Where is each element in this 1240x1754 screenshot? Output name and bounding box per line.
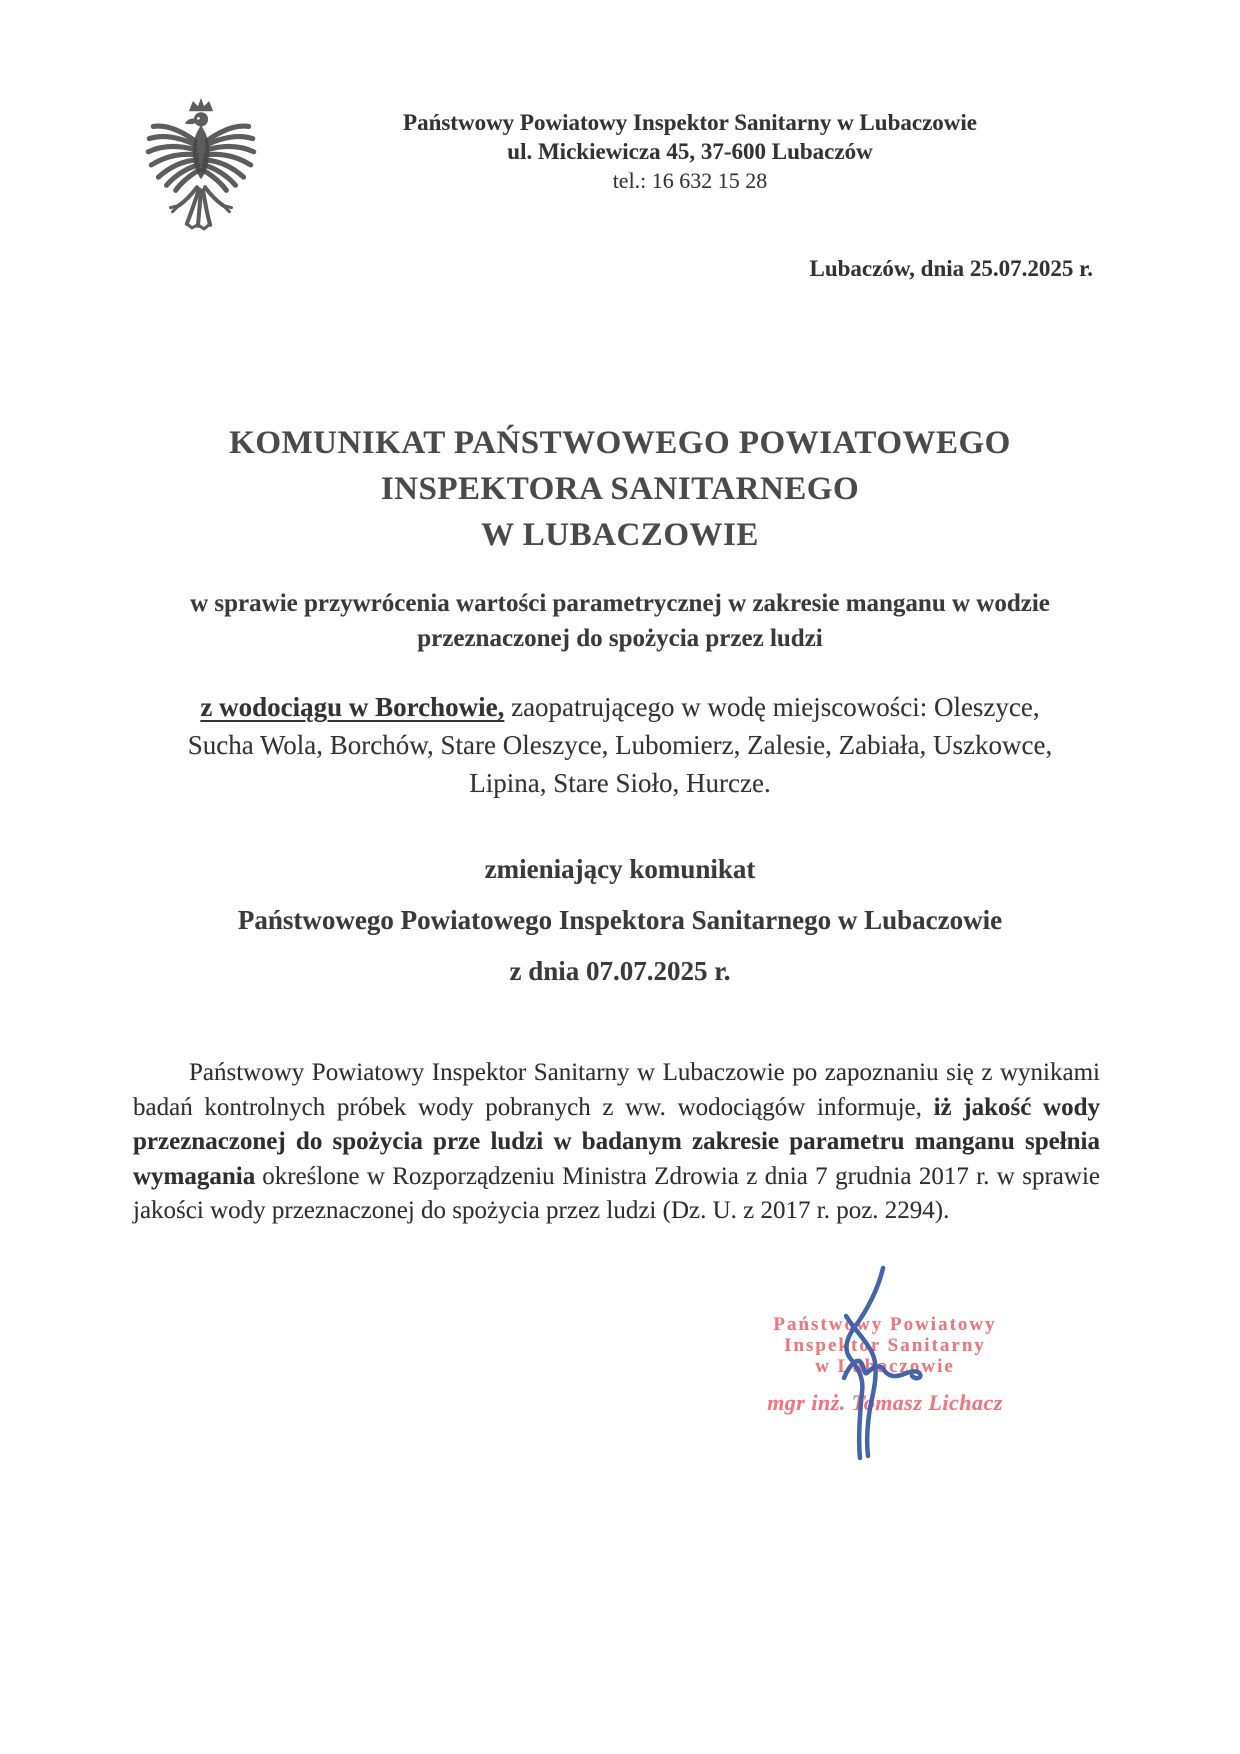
dateline: Lubaczów, dnia 25.07.2025 r. <box>809 256 1093 281</box>
amendment-line-2: Państwowego Powiatowego Inspektora Sanitarnego w Lubaczowie <box>237 905 1003 935</box>
stamp-line-3: w Lubaczowie <box>815 1356 955 1377</box>
waterworks-line-2: Sucha Wola, Borchów, Stare Oleszyce, Lubomierz, Zalesie, Zabiała, Uszkowce, <box>187 730 1053 760</box>
body-tail: określone w Rozporządzeniu Ministra Zdrowia z dnia 7 grudnia 2017 r. w sprawie jakości wody przeznaczonej do spożycia przez ludzi (Dz. U. z 2017 r. poz. 2294). <box>133 1162 1100 1224</box>
waterworks-line-1 <box>110 688 1130 726</box>
title-line-2: INSPEKTORA SANITARNEGO <box>380 471 860 507</box>
title-line-1: KOMUNIKAT PAŃSTWOWEGO POWIATOWEGO <box>229 425 1011 461</box>
waterworks-line-3: Lipina, Stare Sioło, Hurcze. <box>469 768 771 798</box>
body-lead: Państwowy Powiatowy Inspektor Sanitarny w Lubaczowie po zapoznaniu się z wynikami badań kontrolnych próbek wody pobranych z ww. wodociągów informuje, <box>133 1059 1100 1121</box>
handwritten-signature-ink <box>808 1260 982 1472</box>
document-title <box>0 420 1240 558</box>
letterhead-phone: tel.: 16 632 15 28 <box>612 168 768 193</box>
stamp-signatory-name: mgr inż. Tomasz Lichacz <box>767 1390 1003 1415</box>
waterworks-line-1-rest: zaopatrującego w wodę miejscowości: Oleszyce, <box>504 692 1040 722</box>
stamp-line-2: Inspektor Sanitarny <box>784 1335 986 1356</box>
title-line-3: W LUBACZOWIE <box>481 517 759 553</box>
amendment-line-3: z dnia 07.07.2025 r. <box>509 956 731 986</box>
subject-block <box>120 586 1120 656</box>
polish-eagle-emblem-icon <box>140 96 262 236</box>
amendment-block <box>130 844 1110 997</box>
waterworks-paragraph <box>110 688 1130 802</box>
letterhead <box>380 108 1000 195</box>
amendment-line-1: zmieniający komunikat <box>484 854 756 884</box>
letterhead-org-name: Państwowy Powiatowy Inspektor Sanitarny w Lubaczowie <box>403 110 977 135</box>
letterhead-address: ul. Mickiewicza 45, 37-600 Lubaczów <box>507 139 873 164</box>
subject-line-2: przeznaczonej do spożycia przez ludzi <box>417 625 823 652</box>
waterworks-bold-lead: z wodociągu w Borchowie, <box>200 692 505 722</box>
subject-line-1: w sprawie przywrócenia wartości parametrycznej w zakresie manganu w wodzie <box>190 590 1050 617</box>
stamp-line-1: Państwowy Powiatowy <box>773 1314 997 1335</box>
body-paragraph <box>133 1056 1100 1229</box>
body-bold-statement: iż jakość wody przeznaczonej do spożycia prze ludzi w badanym zakresie parametru manganu spełnia wymagania <box>133 1093 1100 1190</box>
